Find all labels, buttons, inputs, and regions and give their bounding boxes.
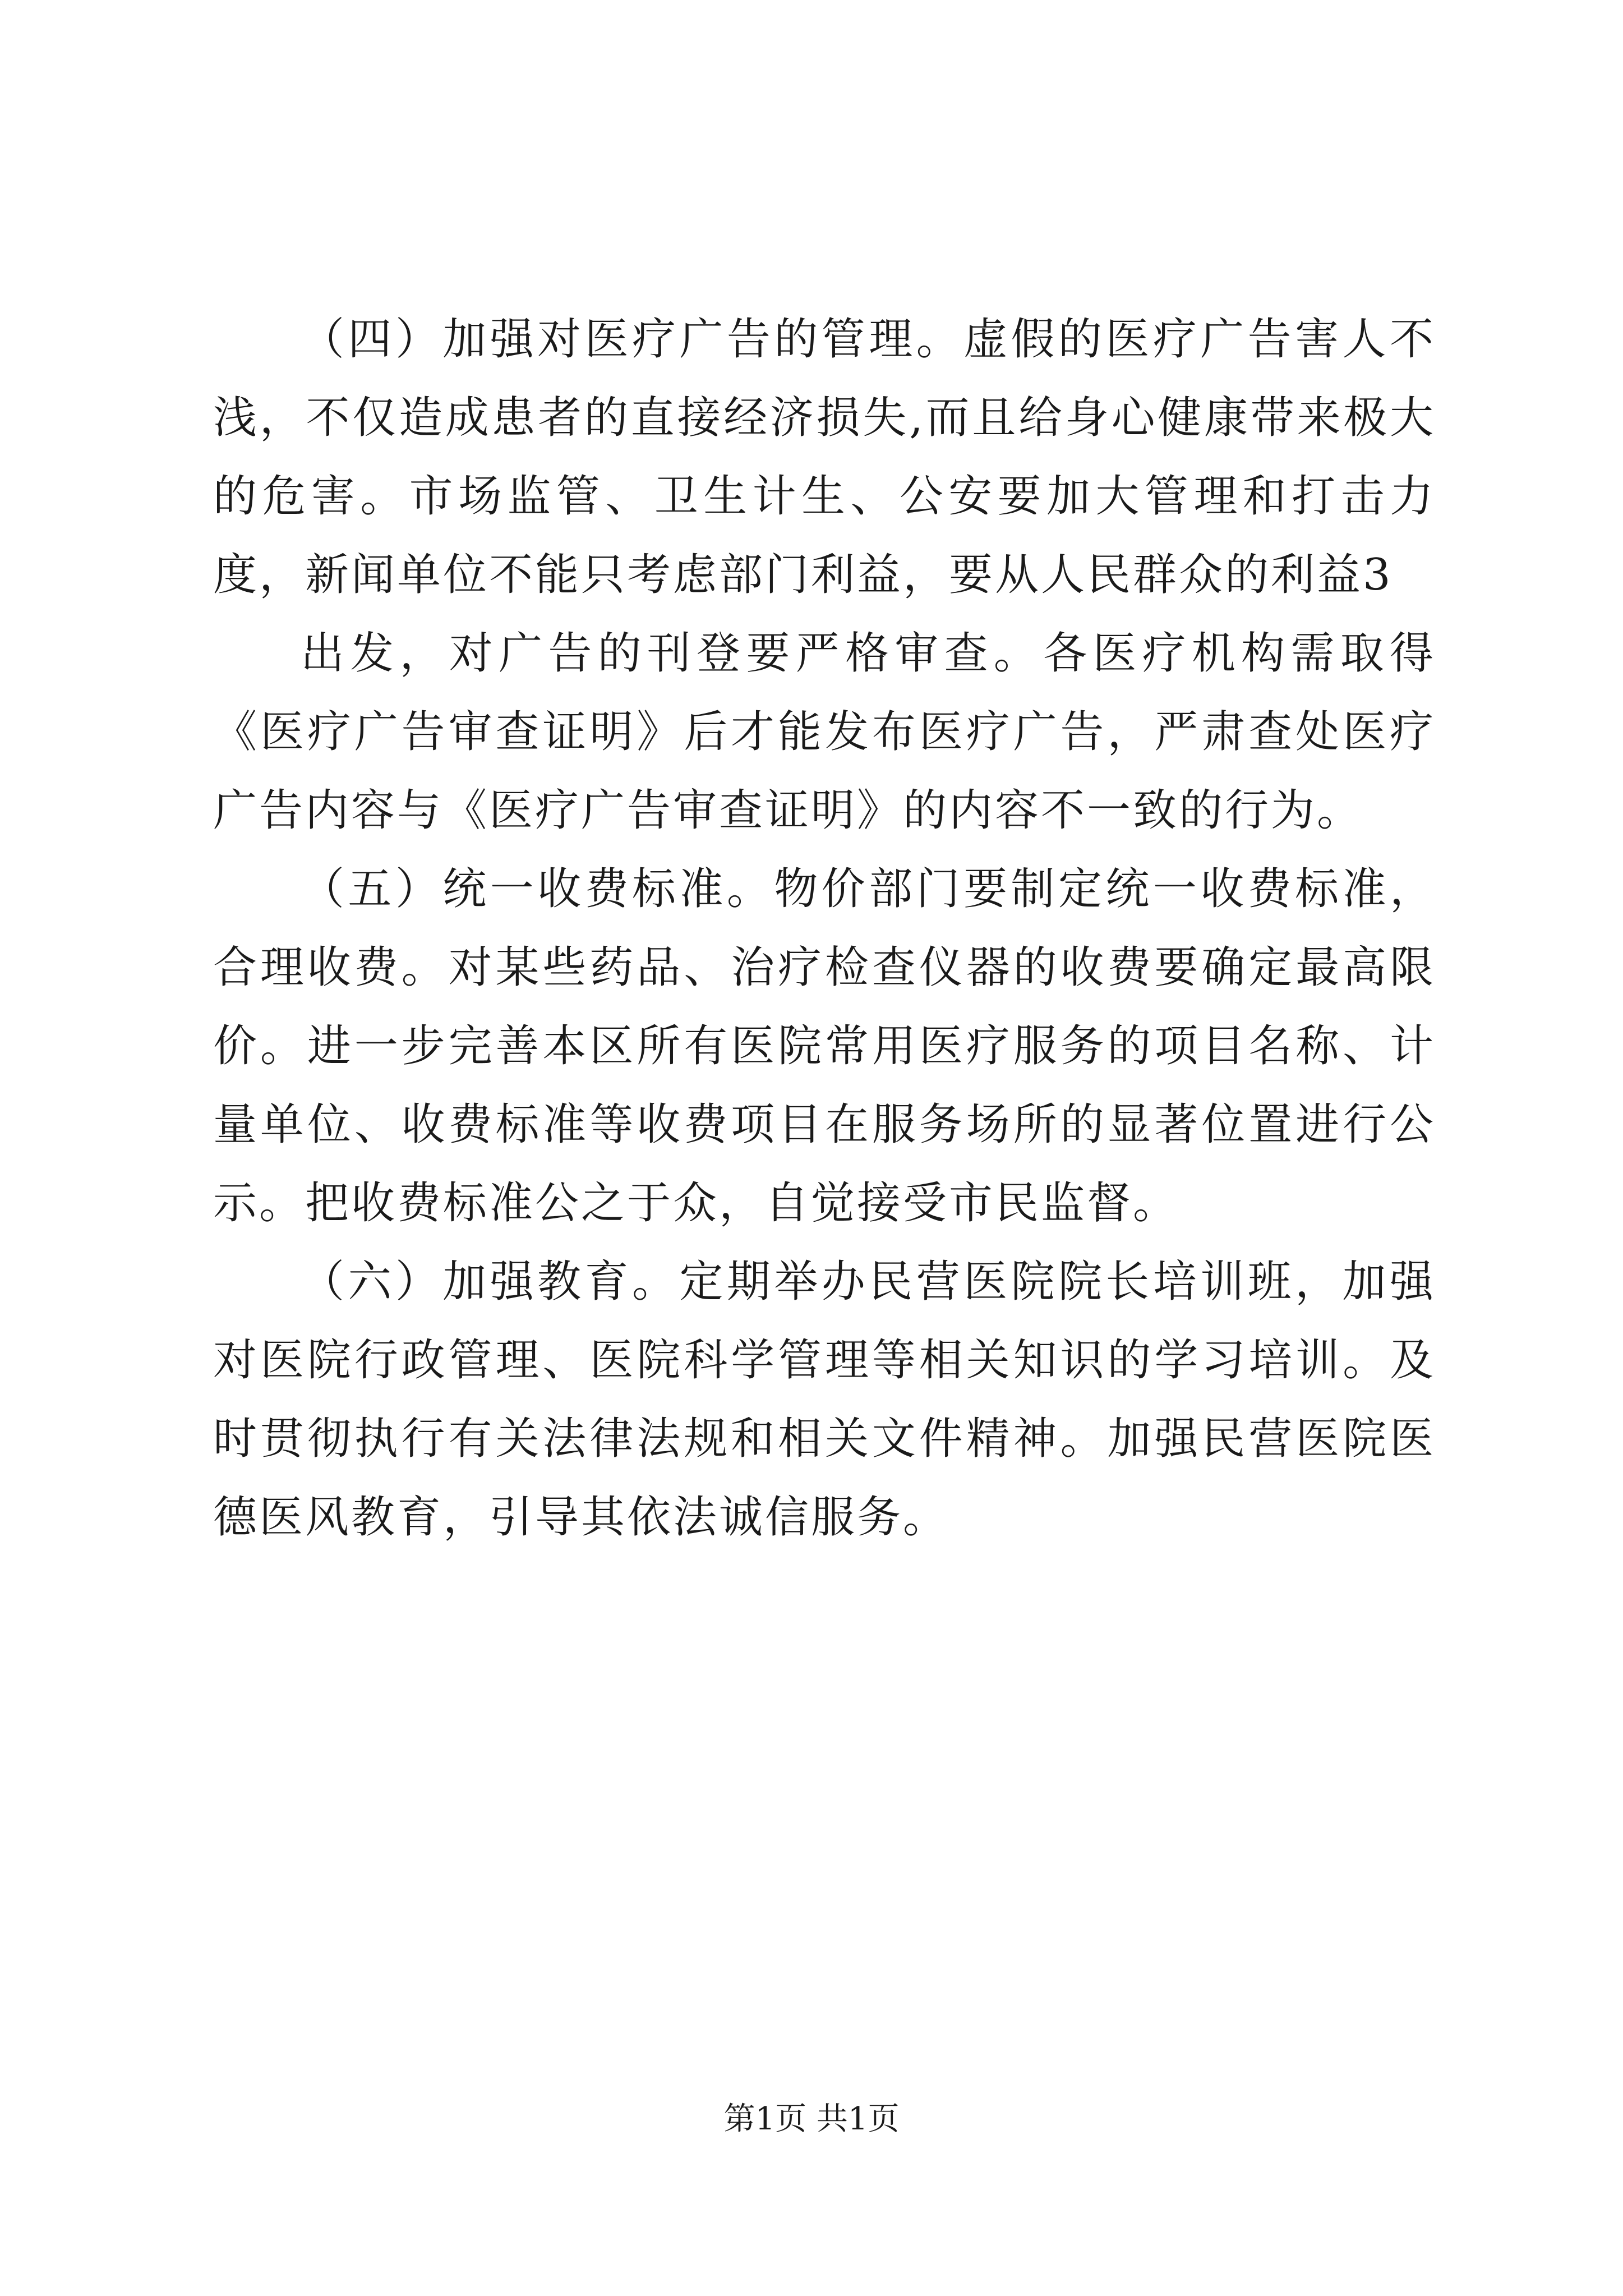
paragraph-advertising-management: （四）加强对医疗广告的管理。虚假的医疗广告害人不浅，不仅造成患者的直接经济损失,而且给身心健康带来极大的危害。市场监管、卫生计生、公安要加大管理和打击力度，新闻单位不能只考虑部门利益，要从人民群众的利益3 bbox=[213, 314, 1436, 600]
paragraph-education: （六）加强教育。定期举办民营医院院长培训班，加强对医院行政管理、医院科学管理等相关知识的学习培训。及时贯彻执行有关法律法规和相关文件精神。加强民营医院医德医风教育，引导其依法诚信服务。 bbox=[213, 1257, 1436, 1543]
paragraph-fee-standards: （五）统一收费标准。物价部门要制定统一收费标准，合理收费。对某些药品、治疗检查仪器的收费要确定最高限价。进一步完善本区所有医院常用医疗服务的项目名称、计量单位、收费标准等收费项目在服务场所的显著位置进行公示。把收费标准公之于众，自觉接受市民监督。 bbox=[213, 864, 1436, 1228]
page-footer: 第1页 共1页 bbox=[723, 2101, 900, 2137]
paragraph-advertising-review: 出发，对广告的刊登要严格审查。各医疗机构需取得《医疗广告审查证明》后才能发布医疗广告，严肃查处医疗广告内容与《医疗广告审查证明》的内容不一致的行为。 bbox=[213, 628, 1436, 836]
document-body bbox=[213, 300, 1436, 1557]
